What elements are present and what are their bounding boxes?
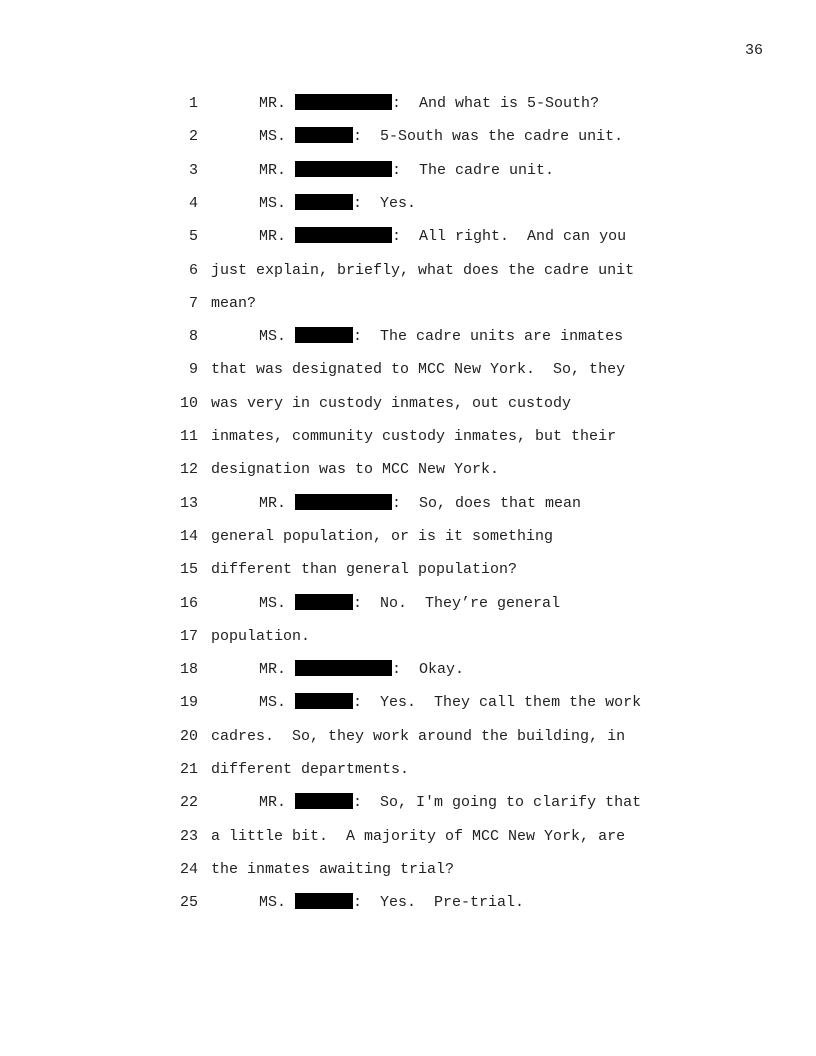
speaker-title: MS.	[259, 594, 287, 612]
line-number: 14	[179, 527, 198, 545]
speech-text: : The cadre units are inmates	[353, 328, 624, 346]
speaker-line	[259, 92, 599, 116]
continuation-text: a little bit. A majority of MCC New York, are	[211, 827, 626, 845]
speaker-line	[259, 891, 524, 915]
speaker-line	[259, 592, 560, 616]
redaction-box	[295, 494, 392, 510]
transcript-line	[0, 558, 816, 582]
line-number: 15	[179, 561, 198, 579]
speaker-title: MS.	[259, 194, 287, 212]
speech-text: : Yes. They call them the work	[353, 694, 642, 712]
speaker-title: MS.	[259, 128, 287, 146]
transcript-line	[0, 825, 816, 849]
speaker-title: MR.	[259, 228, 287, 246]
transcript-line	[0, 725, 816, 749]
line-number: 16	[179, 594, 198, 612]
speaker-title: MR.	[259, 95, 287, 112]
transcript-line	[0, 891, 816, 915]
continuation-text: was very in custody inmates, out custody	[211, 394, 572, 412]
redaction-box	[295, 693, 353, 709]
continuation-text: that was designated to MCC New York. So, they	[211, 361, 626, 379]
line-number: 20	[179, 727, 198, 745]
speaker-line	[259, 225, 626, 249]
continuation-text: the inmates awaiting trial?	[211, 860, 455, 878]
redaction-box	[295, 161, 392, 177]
line-number: 23	[179, 827, 198, 845]
line-number: 7	[188, 294, 198, 312]
transcript-line	[0, 592, 816, 616]
speaker-title: MR.	[259, 661, 287, 679]
line-number: 21	[179, 761, 198, 778]
transcript-line	[0, 691, 816, 715]
speech-text: : And what is 5-South?	[392, 95, 600, 112]
transcript-line	[0, 325, 816, 349]
speaker-line	[259, 325, 623, 349]
redaction-box	[295, 660, 392, 676]
line-number: 8	[188, 328, 198, 346]
redaction-box	[295, 327, 353, 343]
redaction-box	[295, 227, 392, 243]
redaction-box	[295, 94, 392, 110]
speech-text: : Yes. Pre-trial.	[353, 894, 525, 912]
transcript-line	[0, 192, 816, 216]
line-number: 17	[179, 627, 198, 645]
transcript-line	[0, 625, 816, 649]
speech-text: : No. They’re general	[353, 594, 561, 612]
line-number: 12	[179, 461, 198, 479]
speaker-line	[259, 492, 581, 516]
line-number: 9	[188, 361, 198, 379]
speech-text: : Okay.	[392, 661, 465, 679]
page-number: 36	[744, 42, 763, 59]
line-number: 18	[179, 661, 198, 679]
speaker-title: MS.	[259, 694, 287, 712]
line-number: 25	[179, 894, 198, 912]
transcript-line	[0, 492, 816, 516]
line-number: 1	[188, 95, 198, 112]
speaker-title: MS.	[259, 328, 287, 346]
transcript-line	[0, 658, 816, 682]
transcript-line	[0, 225, 816, 249]
speech-text: : Yes.	[353, 194, 417, 212]
transcript-line	[0, 159, 816, 183]
line-number: 3	[188, 161, 198, 179]
transcript-line	[0, 392, 816, 416]
redaction-box	[295, 893, 353, 909]
line-number: 22	[179, 794, 198, 812]
speech-text: : So, does that mean	[392, 494, 582, 512]
speaker-title: MS.	[259, 894, 287, 912]
transcript-line	[0, 791, 816, 815]
continuation-text: general population, or is it something	[211, 527, 554, 545]
line-number: 19	[179, 694, 198, 712]
transcript-line	[0, 858, 816, 882]
transcript-line	[0, 92, 816, 116]
continuation-text: different departments.	[211, 761, 410, 778]
transcript-line	[0, 292, 816, 316]
speech-text: : So, I'm going to clarify that	[353, 794, 642, 812]
redaction-box	[295, 127, 353, 143]
speech-text: : All right. And can you	[392, 228, 627, 246]
line-number: 4	[188, 194, 198, 212]
continuation-text: population.	[211, 627, 311, 645]
line-number: 11	[179, 428, 198, 445]
transcript-line	[0, 259, 816, 283]
line-number: 24	[179, 860, 198, 878]
speaker-line	[259, 125, 623, 149]
transcript-line	[0, 125, 816, 149]
line-number: 5	[188, 228, 198, 246]
line-number: 6	[188, 261, 198, 279]
speaker-line	[259, 658, 464, 682]
transcript-line	[0, 425, 816, 449]
speaker-title: MR.	[259, 161, 287, 179]
continuation-text: cadres. So, they work around the building, in	[211, 727, 626, 745]
speech-text: : 5-South was the cadre unit.	[353, 128, 624, 146]
line-number: 2	[188, 128, 198, 146]
transcript-line	[0, 758, 816, 782]
line-number: 13	[179, 494, 198, 512]
continuation-text: mean?	[211, 294, 257, 312]
speaker-line	[259, 791, 641, 815]
redaction-box	[295, 194, 353, 210]
speech-text: : The cadre unit.	[392, 161, 555, 179]
transcript-line	[0, 358, 816, 382]
redaction-box	[295, 594, 353, 610]
line-number: 10	[179, 394, 198, 412]
speaker-title: MR.	[259, 494, 287, 512]
continuation-text: just explain, briefly, what does the cadre unit	[211, 261, 635, 279]
speaker-line	[259, 691, 641, 715]
speaker-title: MR.	[259, 794, 287, 812]
speaker-line	[259, 159, 554, 183]
redaction-box	[295, 793, 353, 809]
continuation-text: different than general population?	[211, 561, 518, 579]
speaker-line	[259, 192, 416, 216]
transcript-line	[0, 525, 816, 549]
continuation-text: inmates, community custody inmates, but their	[211, 428, 617, 445]
transcript-line	[0, 458, 816, 482]
continuation-text: designation was to MCC New York.	[211, 461, 500, 479]
